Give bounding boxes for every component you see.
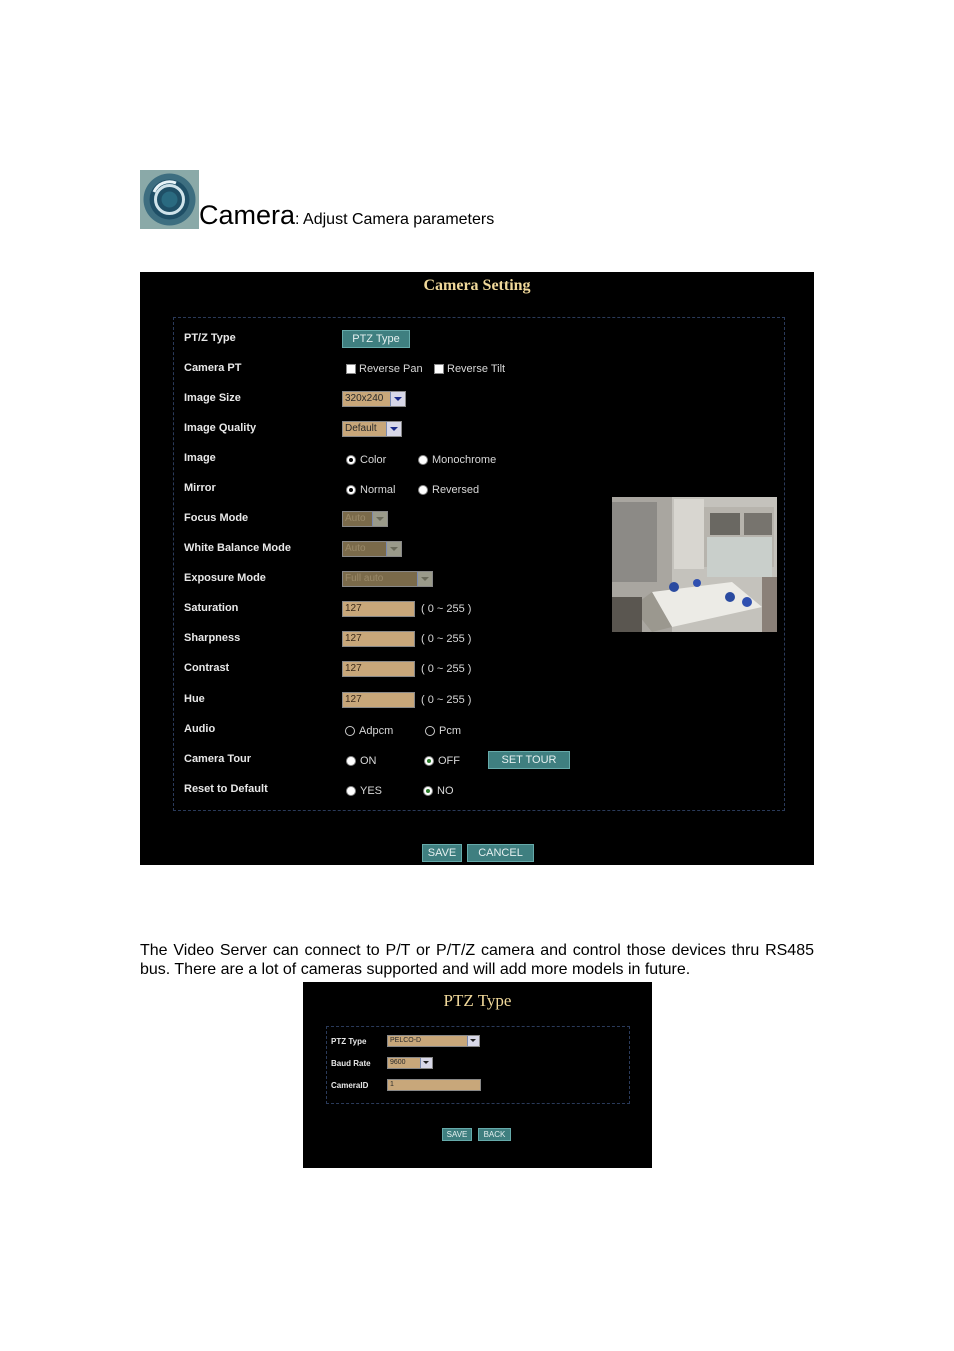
contrast-range: ( 0 ~ 255 ) xyxy=(421,663,472,675)
ptz-type-label: PT/Z Type xyxy=(184,332,236,344)
exposure-mode-select xyxy=(342,571,433,587)
sharpness-range: ( 0 ~ 255 ) xyxy=(421,633,472,645)
mirror-normal-label: Normal xyxy=(360,484,396,496)
image-color-radio[interactable] xyxy=(346,455,356,465)
ptz-save-button[interactable]: SAVE xyxy=(442,1128,472,1141)
image-size-label: Image Size xyxy=(184,392,241,404)
audio-pcm-label: Pcm xyxy=(439,725,461,737)
baud-rate-label: Baud Rate xyxy=(331,1059,371,1068)
baud-rate-select[interactable] xyxy=(387,1057,433,1069)
cancel-button[interactable]: CANCEL xyxy=(467,844,534,862)
reset-no-radio[interactable] xyxy=(423,786,433,796)
white-balance-select xyxy=(342,541,402,557)
camera-tour-label: Camera Tour xyxy=(184,753,252,765)
chevron-down-icon xyxy=(386,422,401,436)
exposure-mode-value: Full auto xyxy=(345,573,384,584)
heading-subtitle: : Adjust Camera parameters xyxy=(295,211,495,228)
camera-setting-panel xyxy=(140,272,814,865)
camera-pt-label: Camera PT xyxy=(184,362,242,374)
reverse-tilt-checkbox[interactable] xyxy=(434,364,444,374)
camera-tour-off-radio[interactable] xyxy=(424,756,434,766)
image-quality-value: Default xyxy=(345,423,377,434)
image-color-label: Color xyxy=(360,454,387,466)
ptz-panel-title: PTZ Type xyxy=(443,991,512,1010)
ptz-type-value: PELCO-D xyxy=(390,1037,422,1044)
saturation-label: Saturation xyxy=(184,602,239,614)
camera-tour-on-radio[interactable] xyxy=(346,756,356,766)
image-size-value: 320x240 xyxy=(345,393,384,404)
camera-id-input[interactable]: 1 xyxy=(387,1079,481,1091)
panel-title: Camera Setting xyxy=(423,277,531,294)
saturation-range: ( 0 ~ 255 ) xyxy=(421,603,472,615)
contrast-input[interactable]: 127 xyxy=(342,661,415,677)
ptz-back-button[interactable]: BACK xyxy=(478,1128,511,1141)
reverse-pan-checkbox[interactable] xyxy=(346,364,356,374)
chevron-down-icon xyxy=(420,1058,432,1068)
audio-adpcm-label: Adpcm xyxy=(359,725,394,737)
chevron-down-icon xyxy=(390,392,405,406)
hue-label: Hue xyxy=(184,693,205,705)
ptz-type-panel xyxy=(303,982,652,1168)
mirror-reversed-label: Reversed xyxy=(432,484,480,496)
sharpness-input[interactable]: 127 xyxy=(342,631,415,647)
white-balance-value: Auto xyxy=(345,543,366,554)
description-paragraph: The Video Server can connect to P/T or P/T/Z camera and control those devices thru RS485 bus. There are a lot of cameras supported and will add more models in future. xyxy=(140,942,814,978)
hue-range: ( 0 ~ 255 ) xyxy=(421,694,472,706)
camera-preview-image xyxy=(612,497,777,632)
reset-no-label: NO xyxy=(437,785,454,797)
focus-mode-value: Auto xyxy=(345,513,366,524)
focus-mode-label: Focus Mode xyxy=(184,512,249,524)
contrast-label: Contrast xyxy=(184,662,230,674)
section-heading xyxy=(140,169,494,229)
saturation-input[interactable]: 127 xyxy=(342,601,415,617)
reverse-tilt-label: Reverse Tilt xyxy=(447,363,506,375)
camera-id-label: CameraID xyxy=(331,1081,369,1090)
baud-rate-value: 9600 xyxy=(390,1059,406,1066)
mirror-reversed-radio[interactable] xyxy=(418,485,428,495)
hue-input[interactable]: 127 xyxy=(342,692,415,708)
image-monochrome-label: Monochrome xyxy=(432,454,497,466)
image-quality-label: Image Quality xyxy=(184,422,257,434)
ptz-type-select[interactable] xyxy=(387,1035,480,1047)
camera-lens-icon xyxy=(140,170,199,229)
ptz-type-label: PTZ Type xyxy=(331,1037,367,1046)
set-tour-button[interactable]: SET TOUR xyxy=(488,751,570,769)
ptz-type-button[interactable]: PTZ Type xyxy=(342,330,410,348)
chevron-down-icon xyxy=(386,542,401,556)
image-size-select[interactable] xyxy=(342,391,406,407)
focus-mode-select xyxy=(342,511,388,527)
mirror-label: Mirror xyxy=(184,482,216,494)
white-balance-label: White Balance Mode xyxy=(184,542,291,554)
audio-adpcm-radio[interactable] xyxy=(345,726,355,736)
camera-tour-on-label: ON xyxy=(360,755,377,767)
sharpness-label: Sharpness xyxy=(184,632,241,644)
image-quality-select[interactable] xyxy=(342,421,402,437)
heading-title: Camera xyxy=(199,200,296,230)
chevron-down-icon xyxy=(417,572,432,586)
reset-label: Reset to Default xyxy=(184,783,268,795)
image-label: Image xyxy=(184,452,216,464)
image-monochrome-radio[interactable] xyxy=(418,455,428,465)
chevron-down-icon xyxy=(467,1036,479,1046)
reset-yes-radio[interactable] xyxy=(346,786,356,796)
exposure-mode-label: Exposure Mode xyxy=(184,572,266,584)
reset-yes-label: YES xyxy=(360,785,383,797)
audio-label: Audio xyxy=(184,723,216,735)
camera-tour-off-label: OFF xyxy=(438,755,460,767)
mirror-normal-radio[interactable] xyxy=(346,485,356,495)
reverse-pan-label: Reverse Pan xyxy=(359,363,423,375)
audio-pcm-radio[interactable] xyxy=(425,726,435,736)
save-button[interactable]: SAVE xyxy=(422,844,462,862)
chevron-down-icon xyxy=(372,512,387,526)
